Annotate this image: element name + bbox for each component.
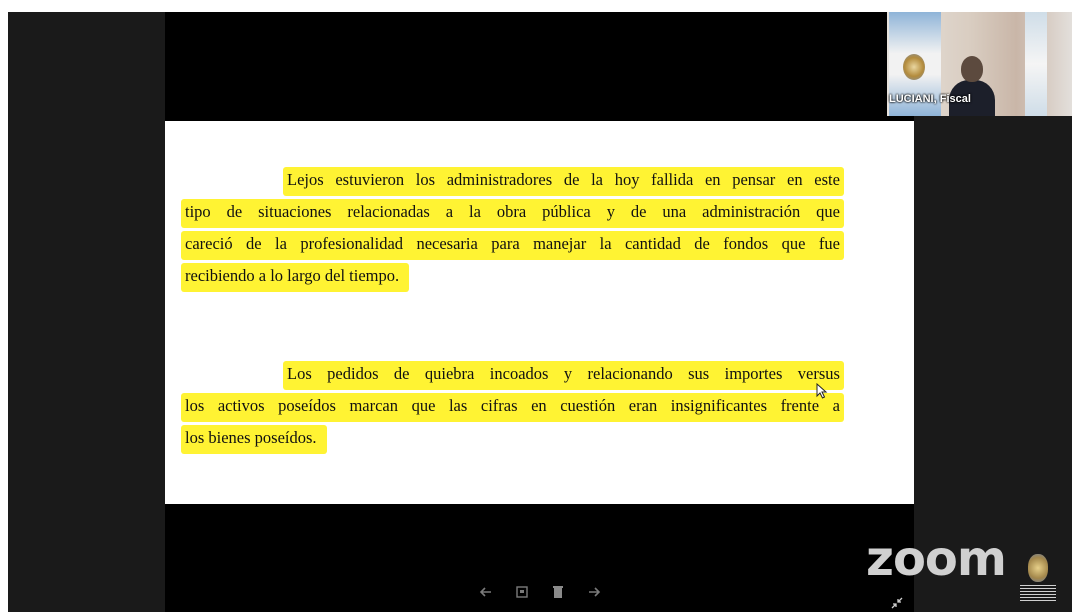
paragraph-2-line-2 bbox=[181, 390, 844, 422]
paragraph-2 bbox=[181, 358, 844, 454]
word: la bbox=[591, 170, 603, 189]
arrow-left-icon[interactable] bbox=[478, 584, 494, 600]
word: quiebra bbox=[424, 364, 475, 383]
word: marcan bbox=[349, 396, 399, 415]
word: de bbox=[393, 364, 410, 383]
highlight bbox=[181, 425, 327, 454]
paragraph-2-line-3 bbox=[181, 422, 844, 454]
word: eran bbox=[628, 396, 658, 415]
paragraph-1-line-3 bbox=[181, 228, 844, 260]
word: la bbox=[599, 234, 612, 253]
word: importes bbox=[724, 364, 783, 383]
word: en bbox=[704, 170, 721, 189]
paragraph-2-line-1 bbox=[181, 358, 844, 390]
word: a bbox=[445, 202, 454, 221]
zoom-logo: zoom bbox=[866, 531, 1006, 587]
collapse-icon[interactable] bbox=[890, 596, 904, 613]
word: administración bbox=[702, 202, 801, 221]
highlight bbox=[181, 393, 844, 422]
participant-head bbox=[961, 56, 983, 82]
highlight bbox=[283, 167, 844, 196]
word: frente bbox=[780, 396, 820, 415]
arrow-right-icon[interactable] bbox=[586, 584, 602, 600]
paragraph-1 bbox=[181, 164, 844, 292]
word: cifras bbox=[480, 396, 518, 415]
word: situaciones bbox=[258, 202, 332, 221]
word: los bbox=[415, 170, 436, 189]
page-icon[interactable] bbox=[514, 584, 530, 600]
word: relacionadas bbox=[347, 202, 430, 221]
word: y bbox=[563, 364, 573, 383]
word: de bbox=[694, 234, 710, 253]
word: pensar bbox=[732, 170, 776, 189]
word: versus bbox=[797, 364, 840, 383]
word: la bbox=[275, 234, 287, 253]
word: estuvieron bbox=[335, 170, 405, 189]
word: activos bbox=[217, 396, 265, 415]
word: incoados bbox=[489, 364, 549, 383]
word: a bbox=[832, 396, 840, 415]
word: careció bbox=[185, 234, 233, 253]
word: pedidos bbox=[327, 364, 379, 383]
word: y bbox=[606, 202, 615, 221]
trash-icon[interactable] bbox=[550, 584, 566, 600]
word: poseídos bbox=[278, 396, 336, 415]
word: hoy bbox=[614, 170, 640, 189]
word: que bbox=[411, 396, 436, 415]
meeting-window bbox=[8, 12, 1072, 612]
word: profesionalidad bbox=[300, 234, 404, 253]
screen-share-panel bbox=[165, 12, 914, 612]
word: los bbox=[185, 396, 205, 415]
word: en bbox=[787, 170, 803, 189]
word: obra bbox=[496, 202, 527, 221]
paragraph-1-line-1 bbox=[181, 164, 844, 196]
word: para bbox=[491, 234, 520, 253]
paragraph-1-line-2 bbox=[181, 196, 844, 228]
seal-icon bbox=[903, 54, 925, 80]
mouse-cursor-icon bbox=[816, 383, 828, 404]
word: administradores bbox=[446, 170, 553, 189]
word: que bbox=[816, 202, 840, 221]
word: Lejos bbox=[287, 170, 324, 189]
highlight bbox=[283, 361, 844, 390]
word: sus bbox=[688, 364, 710, 383]
word: manejar bbox=[533, 234, 587, 253]
participant-name: LUCIANI, Fiscal bbox=[889, 93, 971, 105]
highlight bbox=[181, 263, 409, 292]
word: de bbox=[563, 170, 580, 189]
word: de bbox=[246, 234, 262, 253]
word: en bbox=[531, 396, 547, 415]
word: fondos bbox=[723, 234, 769, 253]
word: relacionando bbox=[587, 364, 673, 383]
word: fue bbox=[818, 234, 840, 253]
word: cuestión bbox=[560, 396, 616, 415]
shared-document-page bbox=[165, 121, 914, 504]
word: tipo bbox=[185, 202, 211, 221]
word: pública bbox=[542, 202, 591, 221]
word: la bbox=[469, 202, 481, 221]
word: una bbox=[662, 202, 687, 221]
highlight bbox=[181, 231, 844, 260]
word: de bbox=[226, 202, 243, 221]
line-text: los bienes poseídos. bbox=[185, 428, 317, 447]
word: necesaria bbox=[416, 234, 478, 253]
word: las bbox=[448, 396, 468, 415]
coat-of-arms-icon bbox=[1020, 550, 1056, 606]
word: fallida bbox=[651, 170, 694, 189]
word: insignificantes bbox=[670, 396, 767, 415]
word: que bbox=[781, 234, 806, 253]
word: de bbox=[630, 202, 647, 221]
word: este bbox=[814, 170, 840, 189]
participant-video-thumbnail[interactable] bbox=[887, 12, 1072, 116]
highlight bbox=[181, 199, 844, 228]
share-controls bbox=[478, 584, 602, 600]
line-text: recibiendo a lo largo del tiempo. bbox=[185, 266, 400, 285]
flag-image bbox=[1025, 12, 1047, 116]
word: Los bbox=[287, 364, 312, 383]
word: cantidad bbox=[624, 234, 681, 253]
paragraph-1-line-4 bbox=[181, 260, 844, 292]
